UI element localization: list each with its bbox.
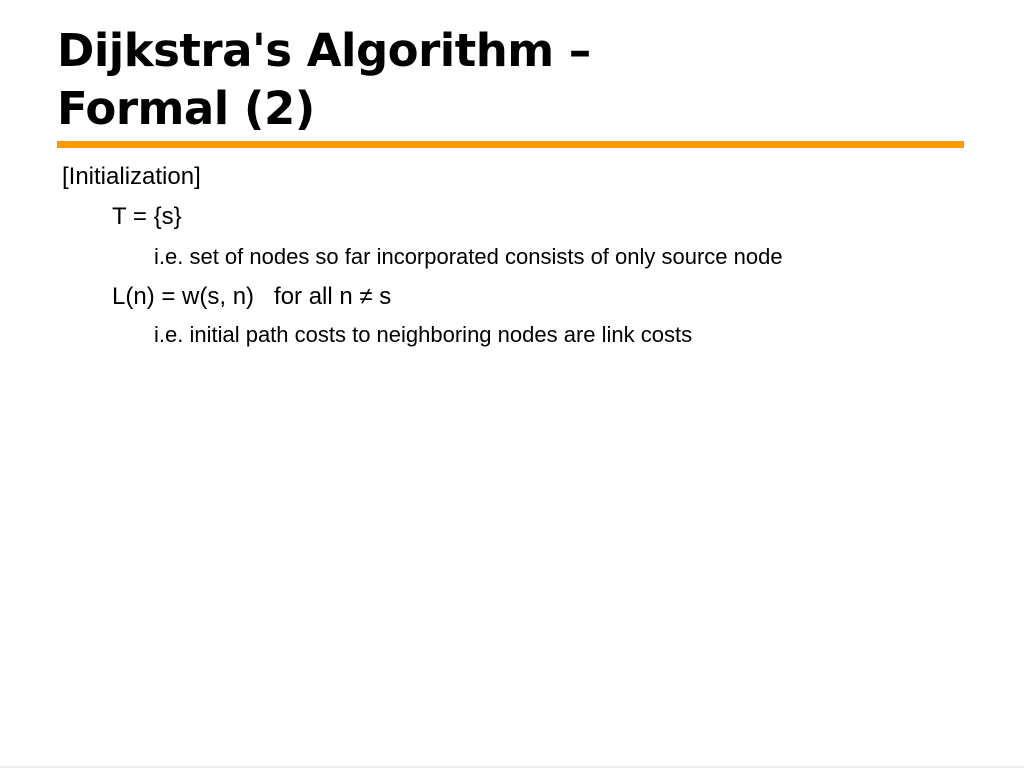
title-underline <box>57 141 964 148</box>
slide-title-line-1: Dijkstra's Algorithm – <box>57 24 591 77</box>
bullet-initial-costs: L(n) = w(s, n) for all n ≠ s <box>112 283 392 310</box>
note-set-of-nodes: i.e. set of nodes so far incorporated consists of only source node <box>154 244 783 269</box>
bullet-t-equals-s: T = {s} <box>112 203 182 230</box>
note-initial-path-costs: i.e. initial path costs to neighboring nodes are link costs <box>154 322 693 347</box>
section-heading-initialization: [Initialization] <box>62 163 201 190</box>
slide-title-line-2: Formal (2) <box>57 82 315 135</box>
slide-title <box>57 22 957 138</box>
